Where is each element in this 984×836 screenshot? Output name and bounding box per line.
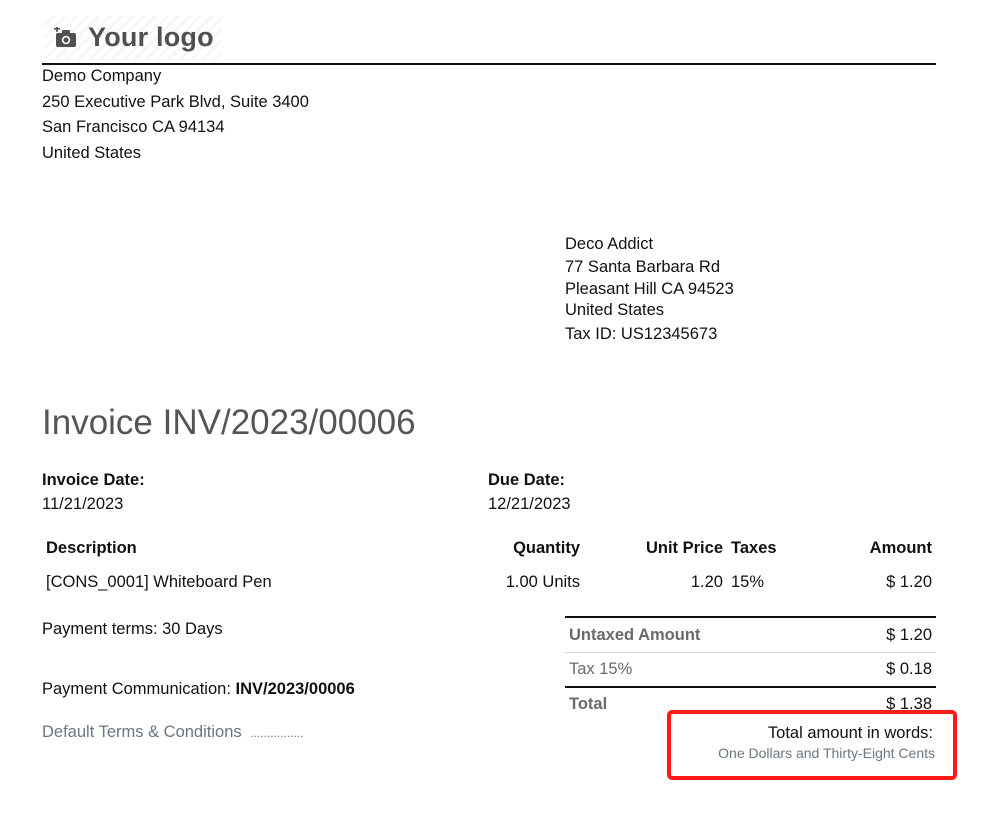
words-value: One Dollars and Thirty-Eight Cents	[718, 745, 935, 761]
row-taxes: 15%	[731, 573, 765, 591]
invoice-title: Invoice INV/2023/00006	[42, 403, 416, 442]
row-unit-price: 1.20	[690, 573, 723, 591]
due-date-label: Due Date:	[488, 471, 566, 489]
totals-top-rule	[565, 616, 936, 618]
header-description: Description	[46, 539, 137, 557]
default-terms-text: Default Terms & Conditions	[42, 723, 242, 741]
totals-row-divider	[565, 652, 936, 653]
payment-terms: Payment terms: 30 Days	[42, 620, 223, 638]
customer-country: United States	[565, 301, 665, 319]
tax-value: $ 0.18	[886, 660, 932, 678]
header-unit-price: Unit Price	[645, 539, 723, 557]
default-terms-dots: ................	[250, 726, 304, 740]
header-taxes: Taxes	[731, 539, 777, 557]
company-name: Demo Company	[42, 67, 162, 85]
customer-tax-id: Tax ID: US12345673	[565, 325, 718, 343]
untaxed-value: $ 1.20	[886, 626, 932, 644]
camera-add-icon	[54, 27, 78, 49]
customer-street: 77 Santa Barbara Rd	[565, 258, 721, 276]
customer-city: Pleasant Hill CA 94523	[565, 280, 734, 298]
default-terms	[42, 723, 304, 743]
row-amount: $ 1.20	[886, 573, 932, 591]
untaxed-label: Untaxed Amount	[569, 626, 701, 644]
payment-communication	[42, 680, 355, 700]
totals-total-rule	[565, 686, 936, 688]
row-description: [CONS_0001] Whiteboard Pen	[46, 573, 272, 591]
header-divider	[42, 63, 936, 65]
due-date-value: 12/21/2023	[488, 495, 571, 513]
invoice-date-value: 11/21/2023	[42, 495, 124, 513]
row-quantity: 1.00 Units	[505, 573, 580, 591]
header-quantity: Quantity	[513, 539, 580, 557]
company-city: San Francisco CA 94134	[42, 118, 225, 136]
payment-communication-label: Payment Communication:	[42, 680, 231, 698]
words-label: Total amount in words:	[690, 723, 933, 744]
company-street: 250 Executive Park Blvd, Suite 3400	[42, 93, 309, 111]
logo-text: Your logo	[88, 22, 214, 52]
total-value: $ 1.38	[886, 695, 932, 713]
tax-label: Tax 15%	[569, 660, 633, 678]
payment-communication-value: INV/2023/00006	[235, 680, 355, 698]
total-label: Total	[569, 695, 608, 713]
company-country: United States	[42, 144, 142, 162]
invoice-date-label: Invoice Date:	[42, 471, 145, 489]
header-amount: Amount	[869, 539, 932, 557]
customer-name: Deco Addict	[565, 235, 654, 253]
